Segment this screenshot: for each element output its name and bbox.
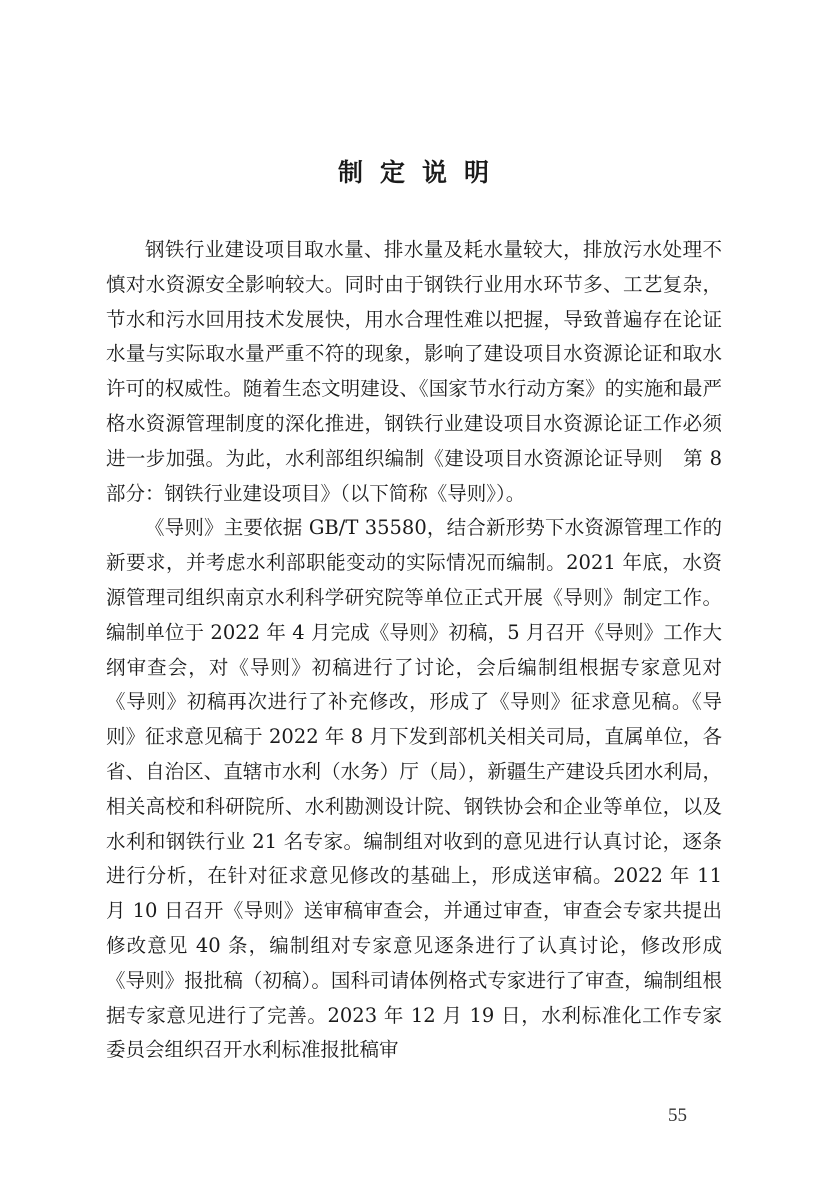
page-title: 制定说明: [337, 158, 506, 187]
paragraph-background: 钢铁行业建设项目取水量、排水量及耗水量较大，排放污水处理不慎对水资源安全影响较大。同时由于钢铁行业用水环节多、工艺复杂，节水和污水回用技术发展快，用水合理性难以把握，导致普遍存在论证水量与实际取水量严重不符的现象，影响了建设项目水资源论证和取水许可的权威性。随着生态文明建设、《国家节水行动方案》的实施和最严格水资源管理制度的深化推进，钢铁行业建设项目水资源论证工作必须进一步加强。为此，水利部组织编制《建设项目水资源论证导则 第 8 部分：钢铁行业建设项目》（以下简称《导则》）。: [106, 238, 722, 505]
page-number: 55: [668, 1105, 687, 1126]
document-body: [106, 233, 722, 1068]
paragraph-process: 《导则》主要依据 GB/T 35580，结合新形势下水资源管理工作的新要求，并考虑水利部职能变动的实际情况而编制。2021 年底，水资源管理司组织南京水利科学研究院等单位正式开展《导则》制定工作。编制单位于 2022 年 4 月完成《导则》初稿，5 月召开《导则》工作大纲审查会，对《导则》初稿进行了讨论，会后编制组根据专家意见对《导则》初稿再次进行了补充修改，形成了《导则》征求意见稿。《导则》征求意见稿于 2022 年 8 月下发到部机关相关司局，直属单位，各省、自治区、直辖市水利（水务）厅（局），新疆生产建设兵团水利局，相关高校和科研院所、水利勘测设计院、钢铁协会和企业等单位，以及水利和钢铁行业 21 名专家。编制组对收到的意见进行认真讨论，逐条进行分析，在针对征求意见修改的基础上，形成送审稿。2022 年 11 月 10 日召开《导则》送审稿审查会，并通过审查，审查会专家共提出修改意见 40 条，编制组对专家意见逐条进行了认真讨论，修改形成《导则》报批稿（初稿）。国科司请体例格式专家进行了审查，编制组根据专家意见进行了完善。2023 年 12 月 19 日，水利标准化工作专家委员会组织召开水利标准报批稿审: [106, 516, 722, 1062]
